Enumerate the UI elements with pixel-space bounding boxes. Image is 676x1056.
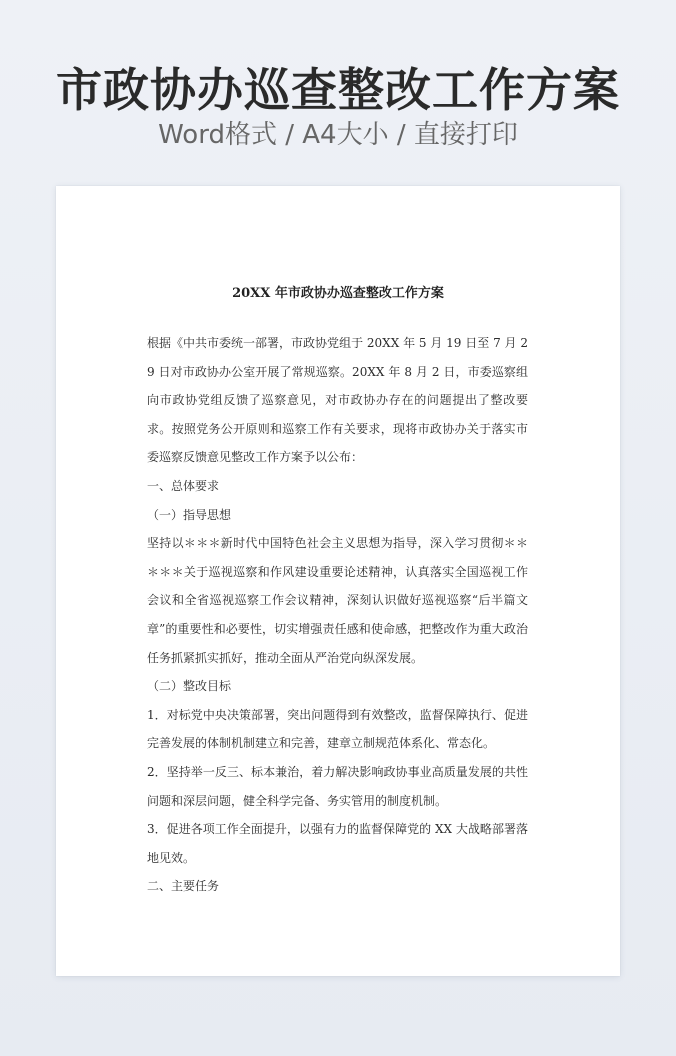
goal-item-3: 3．促进各项工作全面提升，以强有力的监督保障党的 XX 大战略部署落地见效。	[147, 822, 528, 865]
banner	[0, 0, 676, 175]
document-page	[56, 186, 620, 976]
subsection-heading-guiding-ideology: （一）指导思想	[147, 507, 232, 522]
section-heading-overall-requirements: 一、总体要求	[147, 478, 220, 493]
goal-item-1: 1．对标党中央决策部署，突出问题得到有效整改，监督保障执行、促进完善发展的体制机制建立和完善，建章立制规范体系化、常态化。	[147, 707, 528, 751]
section-heading-main-tasks: 二、主要任务	[147, 879, 220, 894]
intro-paragraph: 根据《中共市委统一部署，市政协党组于 20XX 年 5 月 19 日至 7 月 29 日对市政协办公室开展了常规巡察。20XX 年 8 月 2 日，市委巡察组向市政协党组反馈了巡察意见，对市政协办存在的问题提出了整改要求。按照党务公开原则和巡察工作有关要求，现将市政协办关于落实市委巡察反馈意见整改工作方案予以公布：	[147, 336, 528, 465]
goal-item-2: 2．坚持举一反三、标本兼治，着力解决影响政协事业高质量发展的共性问题和深层问题，健全科学完备、务实管用的制度机制。	[147, 764, 528, 808]
document-body	[147, 329, 528, 901]
banner-subtitle: Word格式 / A4大小 / 直接打印	[158, 120, 518, 150]
document-title: 20XX 年市政协办巡查整改工作方案	[232, 286, 444, 301]
subsection-heading-rectification-goals: （二）整改目标	[147, 679, 232, 694]
banner-title: 市政协办巡查整改工作方案	[56, 63, 620, 117]
guiding-ideology-paragraph: 坚持以＊＊＊新时代中国特色社会主义思想为指导，深入学习贯彻＊＊＊＊＊关于巡视巡察和作风建设重要论述精神，认真落实全国巡视工作会议和全省巡视巡察工作会议精神，深刻认识做好巡视巡察“后半篇文章”的重要性和必要性，切实增强责任感和使命感，把整改作为重大政治任务抓紧抓实抓好，推动全面从严治党向纵深发展。	[147, 536, 528, 665]
